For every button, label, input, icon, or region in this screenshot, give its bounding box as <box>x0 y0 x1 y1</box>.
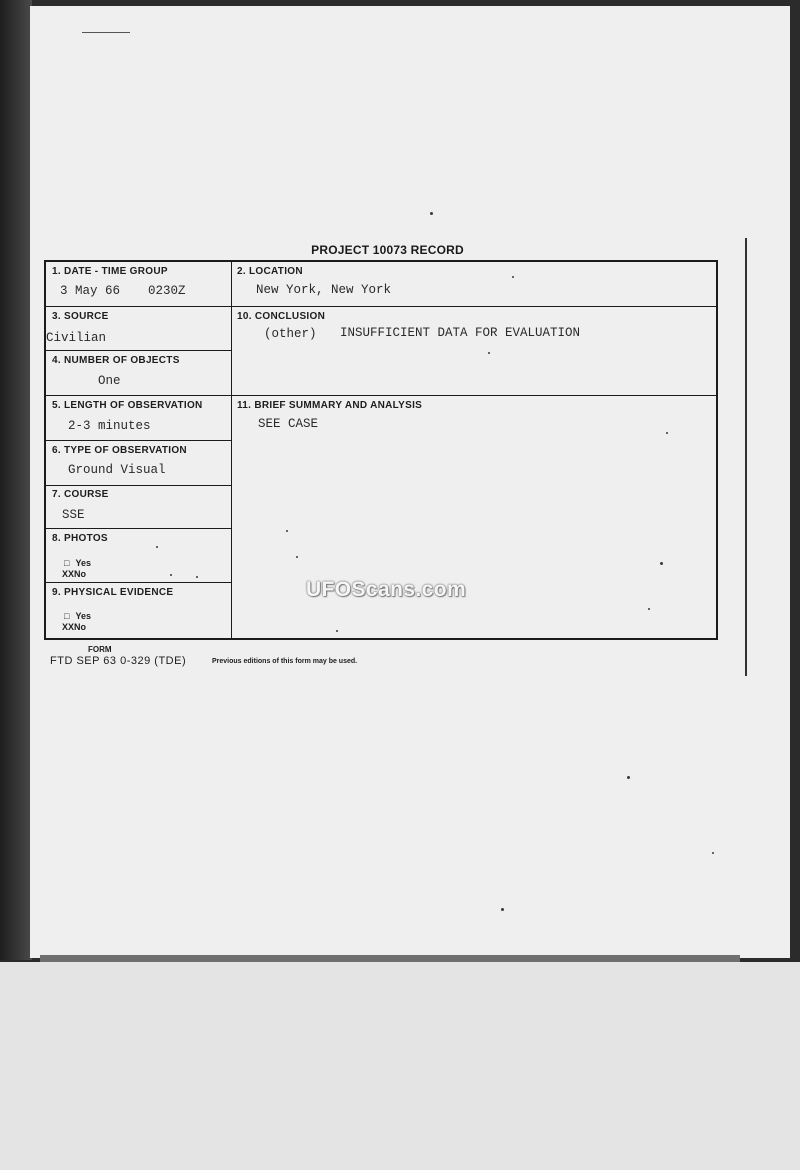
date-time-label: 1. DATE - TIME GROUP <box>52 266 168 277</box>
footer-form-word: FORM <box>88 645 112 654</box>
scan-speck <box>666 432 668 434</box>
scan-speck <box>156 546 158 548</box>
scan-speck <box>660 562 663 565</box>
scan-speck <box>196 576 198 578</box>
scan-speck <box>430 212 433 215</box>
photos-label: 8. PHOTOS <box>52 533 108 544</box>
photos-no-option <box>62 569 86 579</box>
scan-speck <box>648 608 650 610</box>
physical-evidence-no-text: No <box>74 622 87 632</box>
photos-yes-mark: □ <box>64 558 70 568</box>
scan-speck <box>286 530 288 532</box>
course-value: SSE <box>62 508 85 522</box>
date-value: 3 May 66 <box>60 284 121 298</box>
scan-speck <box>712 852 714 854</box>
form-title: PROJECT 10073 RECORD <box>311 243 464 257</box>
photos-yes-text: Yes <box>75 558 91 568</box>
scan-speck <box>336 630 338 632</box>
brief-summary-value: SEE CASE <box>258 417 319 431</box>
footer-note: Previous editions of this form may be used. <box>212 658 358 665</box>
conclusion-value: INSUFFICIENT DATA FOR EVALUATION <box>340 326 581 340</box>
conclusion-prefix: (other) <box>264 327 317 341</box>
row-divider <box>46 528 232 529</box>
row-divider <box>46 582 232 583</box>
row-divider <box>46 485 232 486</box>
type-of-observation-label: 6. TYPE OF OBSERVATION <box>52 445 187 456</box>
right-margin-rule <box>745 238 747 676</box>
physical-evidence-yes-mark: □ <box>64 611 70 621</box>
scan-speck <box>512 276 514 278</box>
scan-speck <box>627 776 630 779</box>
location-value: New York, New York <box>256 283 392 297</box>
watermark: UFOScans.com <box>306 578 467 601</box>
scan-speck <box>501 908 504 911</box>
length-of-observation-value: 2-3 minutes <box>68 419 151 433</box>
physical-evidence-yes-text: Yes <box>75 611 91 621</box>
source-label: 3. SOURCE <box>52 311 109 322</box>
row-divider <box>46 440 232 441</box>
row-divider <box>46 306 716 307</box>
row-divider <box>46 395 716 396</box>
photos-no-mark: XX <box>62 569 75 579</box>
conclusion-label: 10. CONCLUSION <box>237 311 326 322</box>
time-value: 0230Z <box>148 284 186 298</box>
scan-underlying-sheet <box>0 962 800 1170</box>
photos-yes-option <box>64 558 91 568</box>
type-of-observation-value: Ground Visual <box>68 463 166 477</box>
location-label: 2. LOCATION <box>237 266 303 277</box>
scan-speck <box>488 352 490 354</box>
row-divider <box>46 350 232 351</box>
number-of-objects-label: 4. NUMBER OF OBJECTS <box>52 355 180 366</box>
scan-speck <box>170 574 172 576</box>
physical-evidence-yes-option <box>64 611 91 621</box>
physical-evidence-no-mark: XX <box>62 622 75 632</box>
scan-speck <box>296 556 298 558</box>
physical-evidence-label: 9. PHYSICAL EVIDENCE <box>52 587 174 598</box>
length-of-observation-label: 5. LENGTH OF OBSERVATION <box>52 400 203 411</box>
course-label: 7. COURSE <box>52 489 109 500</box>
footer-form-code: FTD SEP 63 0-329 (TDE) <box>50 655 187 667</box>
photos-no-text: No <box>74 569 87 579</box>
number-of-objects-value: One <box>98 374 121 388</box>
top-mark <box>82 32 130 33</box>
source-value: Civilian <box>46 331 107 345</box>
scan-left-edge <box>0 0 32 960</box>
brief-summary-label: 11. BRIEF SUMMARY AND ANALYSIS <box>237 400 423 411</box>
physical-evidence-no-option <box>62 622 86 632</box>
